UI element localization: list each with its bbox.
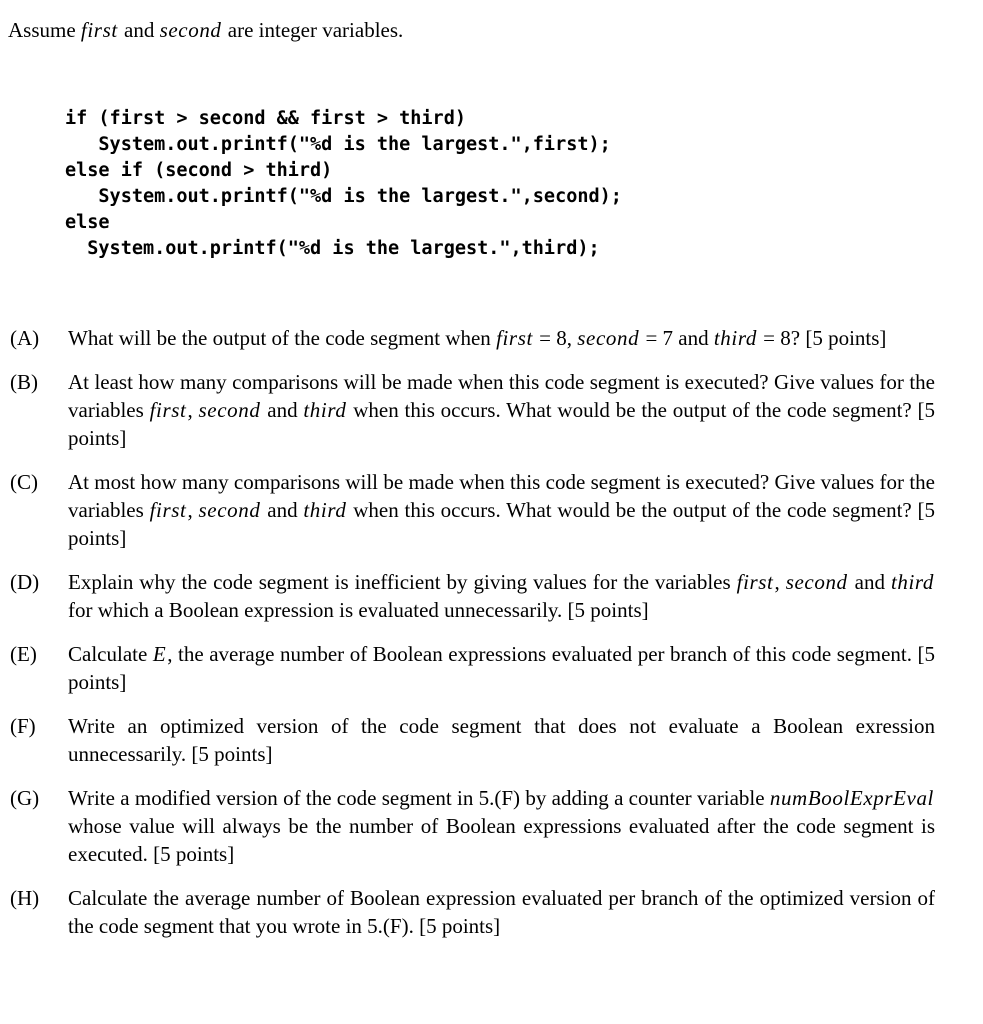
text-run: whose value will always be the number of Boolean expressions evaluated after the code segment is executed. [5 points] bbox=[68, 814, 935, 866]
question-label: (A) bbox=[10, 326, 40, 350]
question-item bbox=[8, 568, 935, 624]
question-item bbox=[8, 784, 935, 868]
question-label: (C) bbox=[10, 470, 38, 494]
math-variable: first bbox=[80, 18, 118, 42]
text-run: What will be the output of the code segment when bbox=[68, 326, 497, 350]
code-line: else bbox=[65, 212, 110, 233]
math-variable: second bbox=[198, 398, 261, 422]
math-variable: second bbox=[577, 326, 640, 350]
question-text bbox=[68, 640, 935, 696]
question-label: (E) bbox=[10, 642, 37, 666]
question-text bbox=[68, 324, 935, 352]
math-variable: second bbox=[198, 498, 261, 522]
code-line: System.out.printf("%d is the largest.",first); bbox=[65, 134, 611, 155]
math-variable: third bbox=[713, 326, 757, 350]
question-item bbox=[8, 712, 935, 768]
text-run: , the average number of Boolean expressions evaluated per branch of this code segment. [5 points] bbox=[68, 642, 935, 694]
code-line: else if (second > third) bbox=[65, 160, 333, 181]
question-text bbox=[68, 884, 935, 940]
question-label: (B) bbox=[10, 370, 38, 394]
math-variable: first bbox=[496, 326, 533, 350]
math-variable: E bbox=[152, 642, 167, 666]
text-run: Write an optimized version of the code segment that does not evaluate a Boolean exression unnecessarily. [5 points] bbox=[68, 714, 935, 766]
question-text bbox=[68, 368, 935, 452]
question-text bbox=[68, 568, 935, 624]
text-run: and bbox=[118, 18, 160, 42]
text-run: , bbox=[187, 398, 199, 422]
question-text bbox=[68, 784, 935, 868]
question-text bbox=[68, 468, 935, 552]
text-run: = 8? [5 points] bbox=[757, 326, 887, 350]
text-run: Assume bbox=[8, 18, 81, 42]
text-run: and bbox=[261, 498, 304, 522]
text-run: Write a modified version of the code segment in 5.(F) by adding a counter variable bbox=[68, 786, 770, 810]
text-run: for which a Boolean expression is evaluated unnecessarily. [5 points] bbox=[68, 598, 649, 622]
math-variable: numBoolExprEval bbox=[769, 786, 934, 810]
text-run: , bbox=[774, 570, 786, 594]
text-run: Calculate bbox=[68, 642, 153, 666]
text-run: At least how many comparisons will be made when this code segment is executed? Give values for the variables bbox=[68, 370, 935, 422]
math-variable: second bbox=[159, 18, 222, 42]
text-run: and bbox=[848, 570, 891, 594]
math-variable: second bbox=[785, 570, 848, 594]
text-run: Calculate the average number of Boolean expression evaluated per branch of the optimized version of the code segment that you wrote in 5.(F). [5 points] bbox=[68, 886, 935, 938]
text-run: = 7 and bbox=[640, 326, 714, 350]
text-run: and bbox=[261, 398, 304, 422]
text-run: are integer variables. bbox=[222, 18, 404, 42]
question-label: (D) bbox=[10, 570, 40, 594]
text-run: when this occurs. What would be the output of the code segment? [5 points] bbox=[68, 498, 936, 550]
question-item bbox=[8, 368, 935, 452]
text-run: , bbox=[187, 498, 199, 522]
math-variable: first bbox=[149, 498, 187, 522]
math-variable: third bbox=[890, 570, 934, 594]
question-label: (G) bbox=[10, 786, 40, 810]
question-text bbox=[68, 712, 935, 768]
code-line: System.out.printf("%d is the largest.",second); bbox=[65, 186, 622, 207]
question-label: (H) bbox=[10, 886, 40, 910]
question-item bbox=[8, 468, 935, 552]
math-variable: third bbox=[303, 398, 347, 422]
question-list bbox=[8, 324, 935, 940]
math-variable: first bbox=[736, 570, 774, 594]
text-run: Explain why the code segment is inefficient by giving values for the variables bbox=[68, 570, 737, 594]
code-block bbox=[65, 106, 935, 262]
question-item bbox=[8, 640, 935, 696]
question-item bbox=[8, 884, 935, 940]
code-line: System.out.printf("%d is the largest.",third); bbox=[65, 238, 600, 259]
math-variable: third bbox=[303, 498, 347, 522]
math-variable: first bbox=[149, 398, 187, 422]
text-run: = 8, bbox=[533, 326, 578, 350]
code-line: if (first > second && first > third) bbox=[65, 108, 466, 129]
question-label: (F) bbox=[10, 714, 36, 738]
question-item bbox=[8, 324, 935, 352]
text-run: when this occurs. What would be the output of the code segment? [5 points] bbox=[68, 398, 936, 450]
text-run: At most how many comparisons will be made when this code segment is executed? Give values for the variables bbox=[68, 470, 935, 522]
intro-text bbox=[8, 16, 935, 44]
